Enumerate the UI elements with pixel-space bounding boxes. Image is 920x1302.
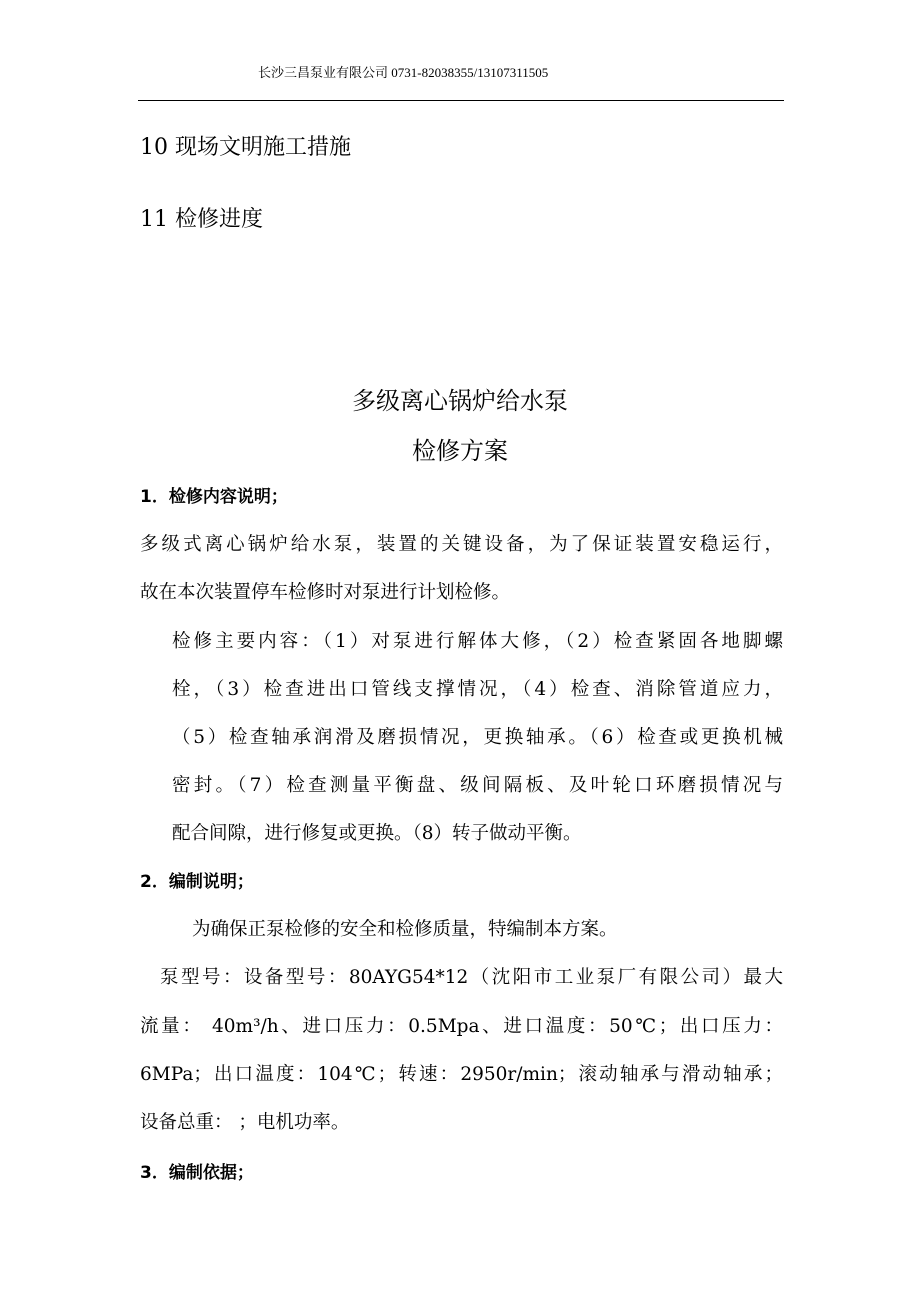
paragraph-line: 6MPa；出口温度：104℃；转速：2950r/min；滚动轴承与滑动轴承； bbox=[140, 1064, 783, 1085]
paragraph-line: 为确保正泵检修的安全和检修质量，特编制本方案。 bbox=[192, 919, 618, 940]
paragraph-line: 故在本次装置停车检修时对泵进行计划检修。 bbox=[140, 582, 511, 603]
paragraph-line: 配合间隙，进行修复或更换。（8）转子做动平衡。 bbox=[172, 823, 582, 844]
header-divider bbox=[138, 100, 784, 101]
paragraph-line: 检修主要内容：（1）对泵进行解体大修，（2）检查紧固各地脚螺 bbox=[172, 631, 783, 652]
paragraph-line: 设备总重： ；电机功率。 bbox=[140, 1112, 350, 1133]
paragraph-line: 多级式离心锅炉给水泵，装置的关键设备，为了保证装置安稳运行， bbox=[140, 534, 783, 555]
paragraph-line: 密封。（7）检查测量平衡盘、级间隔板、及叶轮口环磨损情况与 bbox=[172, 775, 783, 796]
header-company: 长沙三昌泵业有限公司 0731-82038355/13107311505 bbox=[258, 65, 549, 80]
section-heading: 1．检修内容说明； bbox=[140, 487, 288, 507]
paragraph-line: 泵型号：设备型号：80AYG54*12（沈阳市工业泵厂有限公司）最大 bbox=[160, 967, 783, 988]
paragraph-line: （5）检查轴承润滑及磨损情况，更换轴承。（6）检查或更换机械 bbox=[172, 727, 783, 748]
section-heading: 3．编制依据； bbox=[140, 1163, 254, 1183]
toc-item: 11 检修进度 bbox=[140, 207, 263, 232]
section-heading: 2．编制说明； bbox=[140, 872, 254, 892]
paragraph-line: 流量： 40m³/h、进口压力：0.5Mpa、进口温度：50℃；出口压力： bbox=[140, 1016, 783, 1037]
title-line-1: 多级离心锅炉给水泵 bbox=[352, 387, 568, 415]
toc-item: 10 现场文明施工措施 bbox=[140, 135, 351, 160]
paragraph-line: 栓，（3）检查进出口管线支撑情况，（4）检查、消除管道应力， bbox=[172, 679, 783, 700]
title-line-2: 检修方案 bbox=[412, 437, 508, 465]
